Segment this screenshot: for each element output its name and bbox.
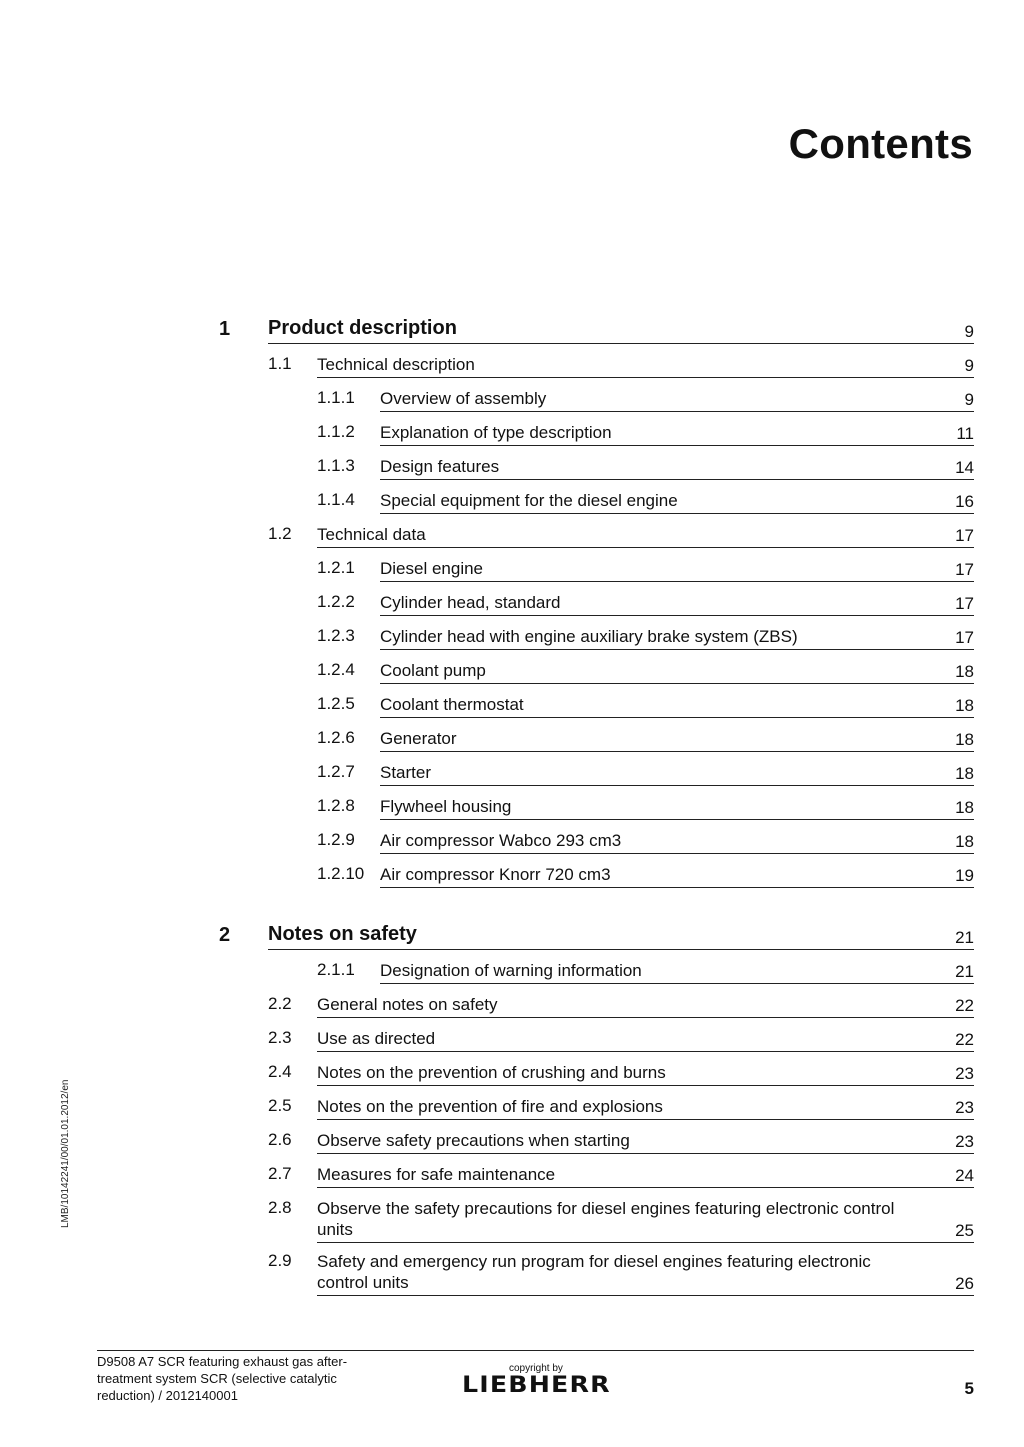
document-code: LMB/10142241/00/01.01.2012/en [60,1079,71,1228]
toc-label: Coolant thermostat [380,695,524,714]
toc-page-number: 18 [955,696,974,715]
toc-underline [317,377,974,378]
toc-label: Safety and emergency run program for diesel engines featuring electronic control units [317,1252,871,1292]
toc-label: Air compressor Wabco 293 cm3 [380,831,622,850]
toc-label: Technical data [317,525,426,544]
toc-number: 2.4 [268,1062,292,1081]
toc-number: 1.2.3 [317,626,355,645]
toc-underline [317,1242,974,1243]
toc-underline [380,887,974,888]
toc-number: 1.2.8 [317,796,355,815]
toc-number: 2.1.1 [317,960,355,979]
toc-page-number: 23 [955,1064,974,1083]
toc-page-number: 21 [955,962,974,981]
toc-label: Coolant pump [380,661,486,680]
toc-label: Explanation of type description [380,423,612,442]
toc-label: Diesel engine [380,559,484,578]
toc-label: Product description [268,317,457,339]
toc-number: 2.3 [268,1028,292,1047]
toc-number: 2.5 [268,1096,292,1115]
toc-number: 2.2 [268,994,292,1013]
toc-page-number: 18 [955,730,974,749]
toc-underline [317,1119,974,1120]
toc-label: Flywheel housing [380,797,512,816]
toc-page-number: 18 [955,662,974,681]
toc-label: Special equipment for the diesel engine [380,491,678,510]
toc-number: 2.8 [268,1198,292,1217]
page-number: 5 [964,1379,974,1398]
toc-number: 1.2.2 [317,592,355,611]
toc-label: Notes on the prevention of crushing and burns [317,1063,666,1082]
toc-label: Overview of assembly [380,389,547,408]
toc-number: 1.1.1 [317,388,355,407]
toc-label: Cylinder head, standard [380,593,561,612]
toc-page-number: 26 [955,1274,974,1293]
toc-label: Notes on safety [268,923,417,945]
toc-number: 1.2.1 [317,558,355,577]
toc-page-number: 16 [955,492,974,511]
toc-page-number: 24 [955,1166,974,1185]
toc-number: 1.2.6 [317,728,355,747]
toc-number: 1 [219,318,231,340]
toc-page-number: 22 [955,996,974,1015]
toc-number: 1.2.10 [317,864,365,883]
toc-label: Starter [380,763,432,782]
footer-document-title: D9508 A7 SCR featuring exhaust gas after-treatment system SCR (selective catalytic reduction) / 2012140001 [97,1354,348,1403]
toc-underline [380,479,974,480]
toc-page-number: 18 [955,832,974,851]
toc-underline [317,1085,974,1086]
toc-underline [380,615,974,616]
toc-number: 1.2.4 [317,660,355,679]
toc-label: Design features [380,457,500,476]
toc-number: 1.1 [268,354,292,373]
toc-number: 1.1.3 [317,456,355,475]
toc-page-number: 19 [955,866,974,885]
toc-underline [380,751,974,752]
toc-number: 2.7 [268,1164,292,1183]
toc-page-number: 23 [955,1132,974,1151]
toc-label: Observe safety precautions when starting [317,1131,630,1150]
toc-page-number: 18 [955,764,974,783]
toc-page-number: 14 [955,458,974,477]
toc-underline [380,717,974,718]
toc-number: 2.6 [268,1130,292,1149]
toc-page-number: 22 [955,1030,974,1049]
toc-page-number: 11 [956,424,974,443]
toc-underline [317,1187,974,1188]
toc-underline [380,513,974,514]
toc-number: 2.9 [268,1251,292,1270]
toc-number: 1.2.5 [317,694,355,713]
toc-underline [268,343,974,344]
copyright-note: copyright by [509,1363,563,1374]
toc-page-number: 23 [955,1098,974,1117]
toc-label: Measures for safe maintenance [317,1165,556,1184]
toc-label: Designation of warning information [380,961,642,980]
toc-underline [380,853,974,854]
toc-underline [380,411,974,412]
page-title: Contents [788,120,973,167]
toc-label: Generator [380,729,457,748]
toc-page-number: 17 [955,526,974,545]
toc-page-number: 9 [964,390,974,409]
toc-underline [317,1153,974,1154]
toc-page-number: 17 [955,594,974,613]
toc-number: 1.1.2 [317,422,355,441]
toc-page-number: 9 [964,356,974,375]
toc-underline [380,819,974,820]
liebherr-logo: LIEBHERR [462,1373,611,1398]
toc-page-number: 17 [955,560,974,579]
toc-page-number: 25 [955,1221,974,1240]
toc-label: Technical description [317,355,475,374]
toc-number: 1.2 [268,524,292,543]
toc-underline [380,581,974,582]
toc-page-number: 21 [955,928,974,947]
toc-number: 1.1.4 [317,490,355,509]
toc-label: Notes on the prevention of fire and explosions [317,1097,663,1116]
toc-underline [317,1295,974,1296]
toc-label: Air compressor Knorr 720 cm3 [380,865,611,884]
toc-underline [380,785,974,786]
toc-underline [380,683,974,684]
toc-label: General notes on safety [317,995,498,1014]
toc-underline [317,1017,974,1018]
toc-page-number: 18 [955,798,974,817]
toc-label: Observe the safety precautions for diesel engines featuring electronic control units [317,1199,895,1239]
toc-underline [317,547,974,548]
toc-page-number: 9 [964,322,974,341]
toc-underline [380,445,974,446]
toc-underline [268,949,974,950]
toc-label: Use as directed [317,1029,436,1048]
toc-number: 2 [219,924,231,946]
toc-underline [380,649,974,650]
toc-label: Cylinder head with engine auxiliary brake system (ZBS) [380,627,798,646]
toc-number: 1.2.7 [317,762,355,781]
footer-divider [97,1350,974,1351]
toc-number: 1.2.9 [317,830,355,849]
toc-underline [380,983,974,984]
toc-page-number: 17 [955,628,974,647]
toc-underline [317,1051,974,1052]
